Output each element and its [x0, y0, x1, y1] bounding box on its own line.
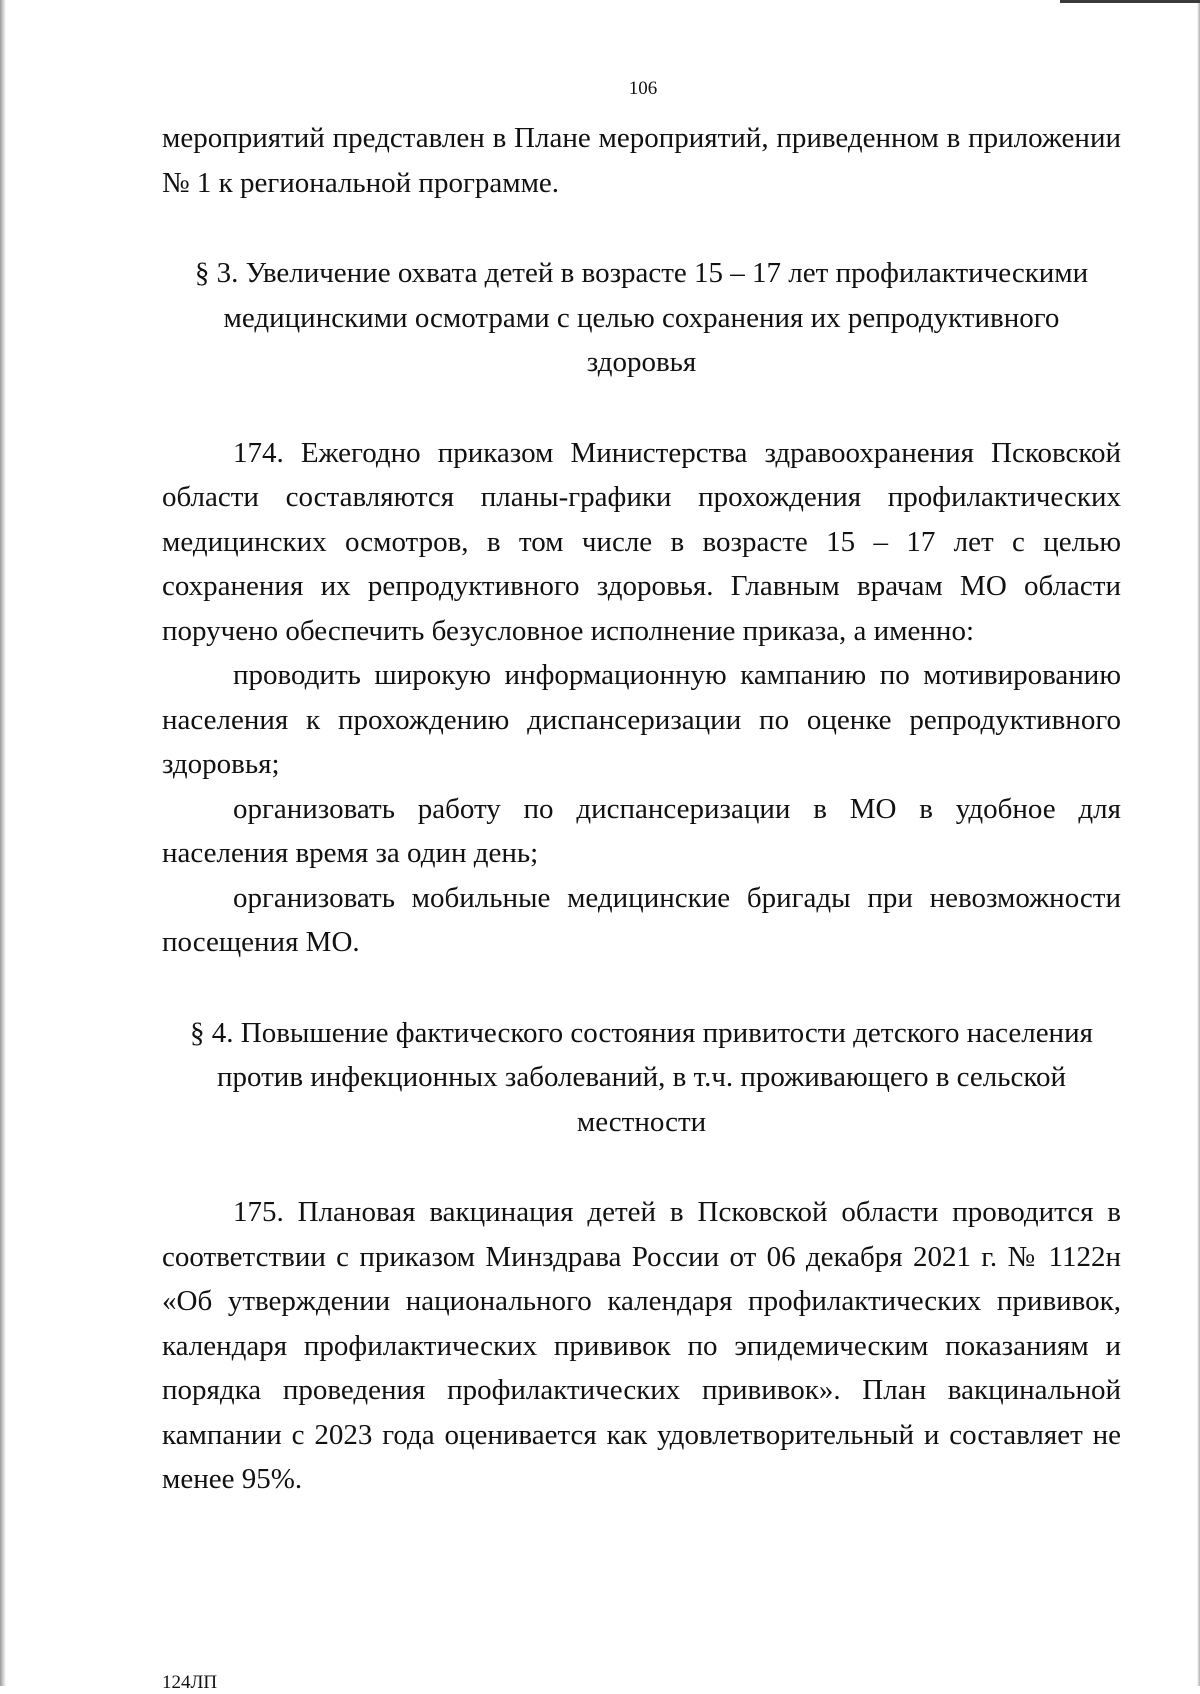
list-item-dispensary-work: организовать работу по диспансеризации в МО в удобное для населения время за один день; — [162, 792, 1121, 869]
paragraph-174: 174. Ежегодно приказом Министерства здравоохранения Псковской области составляются планы-графики прохождения профилактических медицинских осмотров, в том числе в возрасте 15 – 17 лет с целью сохранения их репродуктивного здоровья. Главным врачам МО области поручено обеспечить безусловное исполнение приказа, а именно: — [162, 436, 1121, 647]
section-3-heading-line-3: здоровья — [586, 346, 697, 378]
list-item-campaign: проводить широкую информационную кампанию по мотивированию населения к прохождению диспансеризации по оценке репродуктивного здоровья; — [162, 659, 1121, 780]
section-4-heading-line-3: местности — [576, 1105, 707, 1138]
section-4-heading-line-2: против инфекционных заболеваний, в т.ч. проживающего в сельской — [216, 1061, 1066, 1093]
scan-edge-left — [0, 0, 6, 1686]
section-3-heading — [162, 251, 1121, 385]
page-number: 106 — [628, 78, 658, 99]
document-body — [162, 116, 1121, 1502]
list-item-mobile-brigades: организовать мобильные медицинские бригады при невозможности посещения МО. — [162, 881, 1121, 958]
section-4-heading-line-1: § 4. Повышение фактического состояния привитости детского населения — [190, 1016, 1093, 1049]
scan-edge-top — [1060, 0, 1200, 3]
intro-continuation: мероприятий представлен в Плане мероприятий, приведенном в приложении № 1 к региональной программе. — [162, 122, 1121, 199]
section-3-heading-line-1: § 3. Увеличение охвата детей в возрасте 15 – 17 лет профилактическими — [194, 257, 1089, 289]
section-3-heading-line-2: медицинскими осмотрами с целью сохранения их репродуктивного — [223, 301, 1060, 334]
footer-document-code: 124ЛП — [162, 1672, 218, 1693]
section-4-heading — [162, 1011, 1121, 1145]
paragraph-175: 175. Плановая вакцинация детей в Псковской области проводится в соответствии с приказом Минздрава России от 06 декабря 2021 г. № 1122н «Об утверждении национального календаря профилактических прививок, календаря профилактических прививок по эпидемическим показаниям и порядка проведения профилактических прививок». План вакцинальной кампании с 2023 года оценивается как удовлетворительный и составляет не менее 95%. — [162, 1196, 1121, 1495]
